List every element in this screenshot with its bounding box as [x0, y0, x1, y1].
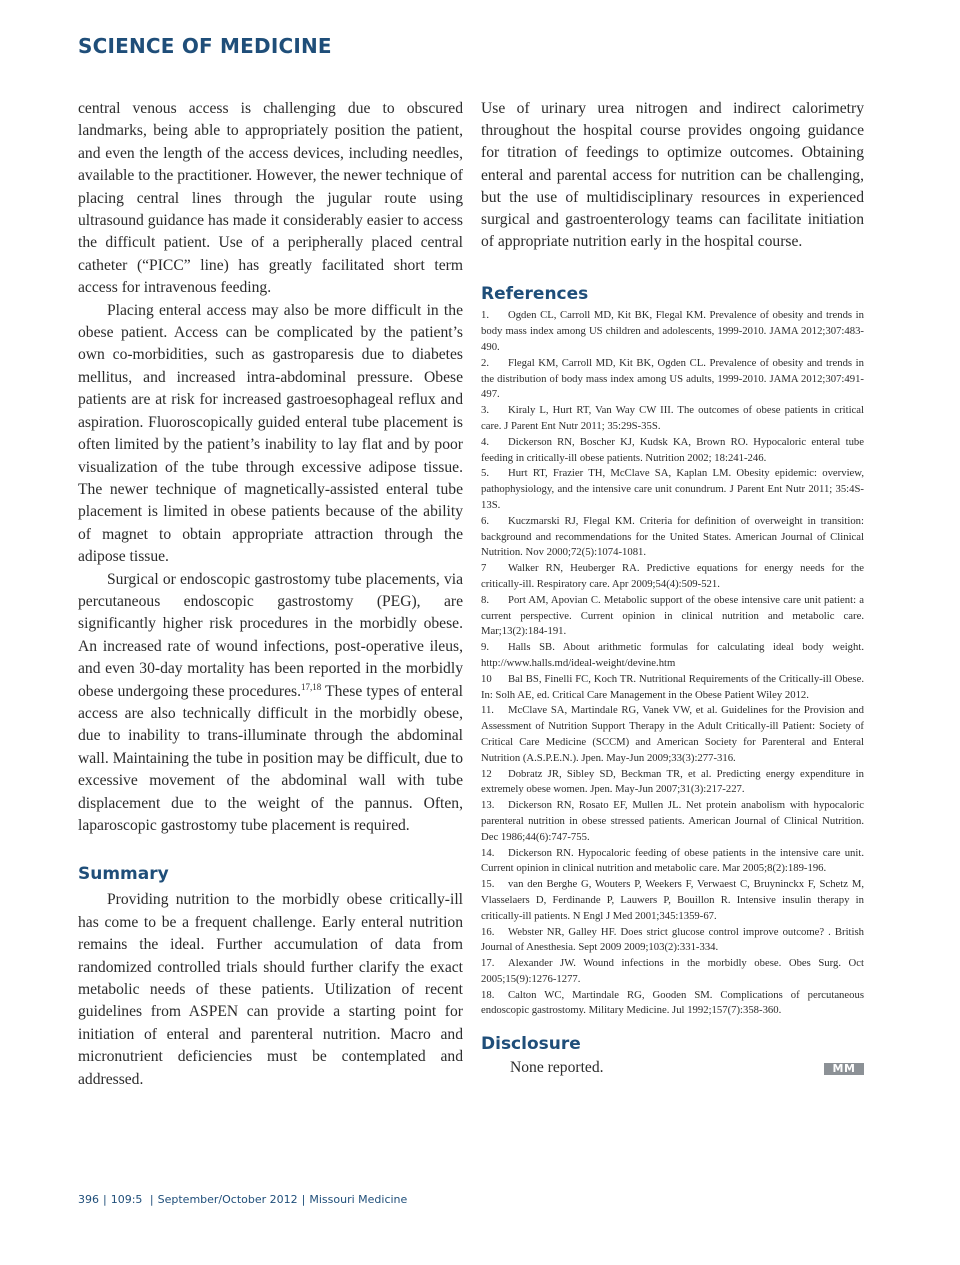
- reference-number: 4.: [481, 435, 490, 448]
- reference-item: [481, 561, 864, 593]
- issue-date: September/October 2012: [157, 1193, 298, 1206]
- reference-item: [481, 846, 864, 878]
- reference-text: Kiraly L, Hurt RT, Van Way CW III. The outcomes of obese patients in critical care. J Parent Ent Nutr 2011; 35:29S-35S.: [481, 404, 864, 432]
- disclosure-text: None reported.: [510, 1059, 604, 1077]
- reference-item: [481, 514, 864, 561]
- left-column: [78, 98, 463, 1091]
- reference-text: Flegal KM, Carroll MD, Kit BK, Ogden CL. Prevalence of obesity and trends in the distribution of body mass index among US adults, 1999-2010. JAMA 2012;307:491-497.: [481, 356, 864, 401]
- reference-text: Dickerson RN. Hypocaloric feeding of obese patients in the intensive care unit. Current opinion in clinical nutrition and metabolic care. Mar 2005;8(2):189-196.: [481, 846, 864, 875]
- references-list: [481, 308, 864, 1019]
- reference-text: Dickerson RN, Boscher KJ, Kudsk KA, Brown RO. Hypocaloric enteral tube feeding in critically-ill obese patients. Nutrition 2002; 18:241-246.: [481, 435, 864, 464]
- page-number: 396: [78, 1193, 99, 1206]
- reference-item: [481, 466, 864, 513]
- reference-text: Alexander JW. Wound infections in the morbidly obese. Obes Surg. Oct 2005;15(9):1276-1277.: [481, 957, 864, 985]
- summary-heading: Summary: [78, 864, 169, 885]
- body-paragraph: [78, 569, 463, 838]
- page-footer: 396 | 109:5 | September/October 2012 | Missouri Medicine: [78, 1193, 408, 1206]
- body-paragraph: Placing enteral access may also be more difficult in the obese patient. Access can be complicated by the patient’s own co-morbidities, such as gastroparesis due to diabetes mellitus, and increased intra-abdominal pressure. Obese patients are at risk for increased gastroesophageal reflux and aspiration. Fluoroscopically guided enteral tube placement is often limited by the patient’s inability to lay flat and by poor visualization of the tube through excessive adipose tissue. The newer technique of magnetically-assisted enteral tube placement is limited in obese patients because of the ability of magnet to obtain appropriate attraction through the adipose tissue.: [78, 301, 463, 566]
- reference-item: [481, 308, 864, 355]
- disclosure-row: [481, 1057, 864, 1081]
- reference-text: Webster NR, Galley HF. Does strict glucose control improve outcome? . British Journal of Anesthesia. Sept 2009 2009;103(2):331-334.: [481, 925, 864, 954]
- disclosure-heading: Disclosure: [481, 1034, 581, 1055]
- journal-name: Missouri Medicine: [309, 1193, 408, 1206]
- citation-superscript: 17,18: [300, 681, 322, 692]
- reference-number: 5.: [481, 467, 490, 480]
- reference-number: 2.: [481, 356, 490, 369]
- paragraph-text: Surgical or endoscopic gastrostomy tube placements, via percutaneous endoscopic gastrostomy (PEG), are significantly higher risk procedures in the morbidly obese. An increased rate of wound infections, post-operative ileus, and even 30-day mortality has been reported in the morbidly obese undergoing these procedures.: [78, 570, 463, 700]
- reference-text: Dobratz JR, Sibley SD, Beckman TR, et al. Predicting energy expenditure in extremely obese women. Jpen. May-Jun 2007;31(3):217-227.: [481, 767, 864, 796]
- reference-item: [481, 798, 864, 845]
- reference-text: Dickerson RN, Rosato EF, Mullen JL. Net protein anabolism with hypocaloric parenteral nutrition in obese stressed patients. American Journal of Clinical Nutrition. Dec 1986;44(6):747-755.: [481, 799, 864, 843]
- reference-number: 13.: [481, 799, 495, 812]
- reference-number: 11.: [481, 704, 494, 717]
- reference-text: Hurt RT, Frazier TH, McClave SA, Kaplan LM. Obesity epidemic: overview, pathophysiology, and the intensive care unit conundrum. J Parent Ent Nutr 2011; 35:4S-13S.: [481, 467, 864, 511]
- reference-text: Port AM, Apovian C. Metabolic support of the obese intensive care unit patient: a current perspective. Current opinion in clinical nutrition and metabolic care. Mar;13(2):184-191.: [481, 593, 864, 638]
- reference-item: [481, 988, 864, 1020]
- reference-item: [481, 640, 864, 672]
- reference-item: [481, 356, 864, 403]
- reference-number: 16.: [481, 925, 495, 938]
- reference-number: 17.: [481, 957, 495, 970]
- reference-item: [481, 703, 864, 766]
- reference-item: [481, 593, 864, 640]
- reference-text: Halls SB. About arithmetic formulas for calculating ideal body weight. http://www.halls.md/ideal-weight/devine.htm: [481, 641, 864, 669]
- intro-paragraph: Use of urinary urea nitrogen and indirect calorimetry throughout the hospital course provides ongoing guidance for titration of feedings to optimize outcomes. Obtaining enteral and parental access for nutrition can be challenging, but the use of multidisciplinary resources in experienced surgical and gastroenterology teams can facilitate initiation of appropriate nutrition early in the hospital course.: [481, 100, 864, 251]
- reference-text: Ogden CL, Carroll MD, Kit BK, Flegal KM. Prevalence of obesity and trends in body mass index among US children and adolescents, 1999-2010. JAMA 2012;307:483-490.: [481, 309, 864, 354]
- reference-item: [481, 403, 864, 435]
- reference-text: Bal BS, Finelli FC, Koch TR. Nutritional Requirements of the Critically-ill Obese. In: Solh AE, ed. Critical Care Management in the Obese Patient Wiley 2012.: [481, 672, 864, 701]
- reference-number: 18.: [481, 988, 495, 1001]
- reference-number: 9.: [481, 641, 490, 654]
- reference-item: [481, 672, 864, 704]
- missouri-medicine-logo: MM: [824, 1063, 864, 1075]
- reference-number: 3.: [481, 404, 490, 417]
- reference-text: McClave SA, Martindale RG, Vanek VW, et al. Guidelines for the Provision and Assessment of Nutrition Support Therapy in the Adult Critically-ill Patient: Society of Critical Care Medicine (SCCM) and American Society for Parenteral and Enteral Nutrition (A.S.P.E.N.). Jpen. May-Jun 2009;33(3):277-316.: [481, 704, 864, 764]
- paragraph-text-continued: These types of enteral access are also technically difficult in the morbidly obese, due to inability to trans-illuminate through the abdominal wall. Maintaining the tube in position may be difficult, due to excessive movement of the abdominal wall with tube displacement due to the weight of the pannus. Often, laparoscopic gastrostomy tube placement is required.: [78, 682, 463, 834]
- section-title: SCIENCE OF MEDICINE: [78, 34, 332, 58]
- reference-item: [481, 877, 864, 924]
- reference-item: [481, 956, 864, 988]
- reference-number: 14.: [481, 846, 495, 859]
- reference-item: [481, 925, 864, 957]
- right-column: [481, 98, 864, 1081]
- reference-item: [481, 435, 864, 467]
- reference-item: [481, 767, 864, 799]
- reference-number: 7: [481, 562, 487, 575]
- reference-number: 1.: [481, 309, 490, 322]
- summary-paragraph: Providing nutrition to the morbidly obese critically-ill has come to be a frequent challenge. Early enteral nutrition remains the ideal. Further accumulation of data from randomized controlled trials should further clarify the exact metabolic needs of these patients. Utilization of recent guidelines from ASPEN can provide a starting point for initiation of enteral and parenteral nutrition. Macro and micronutrient deficiencies must be contemplated and addressed.: [78, 891, 463, 1088]
- reference-number: 6.: [481, 514, 490, 527]
- reference-number: 8.: [481, 593, 490, 606]
- reference-text: van den Berghe G, Wouters P, Weekers F, Verwaest C, Bruyninckx F, Schetz M, Vlasselaers D, Ferdinande P, Lauwers P, Bouillon R. Intensive insulin therapy in critically-ill patients. N Engl J Med 2001;345:1359-67.: [481, 878, 864, 922]
- reference-text: Walker RN, Heuberger RA. Predictive equations for energy needs for the critically-ill. Respiratory care. Apr 2009;54(4):509-521.: [481, 562, 864, 590]
- body-paragraph: central venous access is challenging due to obscured landmarks, being able to appropriately position the patient, and even the length of the access devices, including needles, available to the practitioner. However, the newer technique of placing central lines through the jugular route using ultrasound guidance has made it considerably easier to access the difficult patient. Use of a peripherally placed central catheter (“PICC” line) has greatly facilitated short term access for intravenous feeding.: [78, 100, 463, 297]
- issue-number: 109:5: [110, 1193, 143, 1206]
- references-heading: References: [481, 284, 589, 305]
- reference-number: 15.: [481, 878, 495, 891]
- reference-number: 10: [481, 672, 492, 685]
- reference-text: Kuczmarski RJ, Flegal KM. Criteria for definition of overweight in transition: background and recommendations for the United States. American Journal of Clinical Nutrition. Nov 2000;72(5):1074-1081.: [481, 514, 864, 559]
- reference-text: Calton WC, Martindale RG, Gooden SM. Complications of percutaneous endoscopic gastrostomy. Military Medicine. Jul 1992;157(7):358-360.: [481, 988, 864, 1017]
- reference-number: 12: [481, 767, 492, 780]
